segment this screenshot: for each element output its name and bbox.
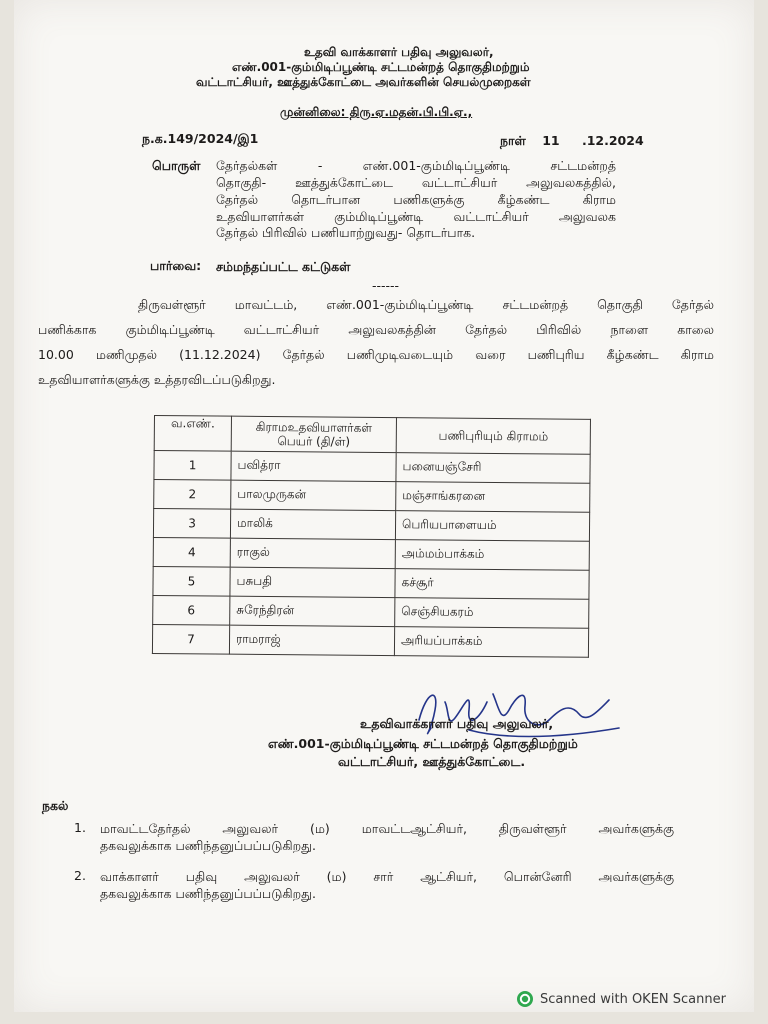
copy-number: 1. — [74, 820, 86, 835]
assistant-table — [152, 415, 591, 658]
subject-line: தேர்தல் தொடர்பான பணிகளுக்கு கீழ்கண்ட கிராம — [216, 192, 616, 207]
copy-label: நகல் — [42, 798, 69, 813]
header-name: கிராமஉதவியாளர்கள் பெயர் (தி/ள்) — [231, 416, 396, 452]
divider-dashes: ------ — [372, 278, 400, 293]
presence-line: முன்னிலை: திரு.ஏ.மதன்.பி.பி.ஏ., — [280, 105, 473, 119]
table-row — [154, 451, 590, 484]
table-row — [152, 624, 588, 657]
copy-list — [74, 820, 674, 916]
paragraph-line: 10.00 மணிமுதல் (11.12.2024) தேர்தல் பணிமுடிவடையும் வரை பணிபுரிய கீழ்கண்ட கிராம — [38, 347, 714, 362]
oken-scanner-icon — [516, 990, 534, 1008]
copy-number: 2. — [74, 868, 86, 883]
serial-cell: 2 — [154, 480, 231, 510]
subject-text — [216, 157, 616, 241]
name-cell: ராகுல் — [230, 538, 395, 568]
copy-line: மாவட்டதேர்தல் அலுவலர் (ம) மாவட்டஆட்சியர், திருவள்ளூர் அவர்களுக்கு — [100, 821, 674, 836]
header-village: பணிபுரியும் கிராமம் — [396, 418, 590, 455]
village-cell: பெரியபாளையம் — [395, 511, 589, 542]
subject-line: தேர்தல்கள் - எண்.001-கும்மிடிப்பூண்டி சட்டமன்றத் — [216, 158, 616, 173]
village-cell: அம்மம்பாக்கம் — [395, 540, 589, 571]
header-constituency: எண்.001-கும்மிடிப்பூண்டி சட்டமன்றத் தொகுதிமற்றும் — [232, 60, 530, 74]
village-cell: செஞ்சியகரம் — [395, 598, 589, 629]
village-cell: பனையஞ்சேரி — [396, 453, 590, 484]
paragraph-line: உதவியாளர்களுக்கு உத்தரவிடப்படுகிறது. — [38, 372, 276, 387]
table-row — [153, 595, 589, 628]
date-line — [500, 133, 644, 149]
name-cell: பவித்ரா — [231, 451, 396, 481]
subject-label: பொருள் — [152, 158, 201, 173]
village-cell: அரியப்பாக்கம் — [394, 627, 588, 658]
signatory-office: வட்டாட்சியர், ஊத்துக்கோட்டை. — [338, 754, 526, 769]
body-paragraph — [38, 292, 714, 392]
name-cell: சுரேந்திரன் — [230, 596, 395, 626]
document-page — [14, 0, 754, 1012]
header-proceedings: வட்டாட்சியர், ஊத்துக்கோட்டை அவர்களின் செயல்முறைகள் — [196, 75, 531, 89]
table-header-row — [154, 416, 590, 455]
paragraph-line: திருவள்ளூர் மாவட்டம், எண்.001-கும்மிடிப்பூண்டி சட்டமன்றத் தொகுதி தேர்தல் — [138, 297, 714, 312]
date-label: நாள் — [500, 133, 526, 148]
signatory-constituency: எண்.001-கும்மிடிப்பூண்டி சட்டமன்றத் தொகுதிமற்றும் — [268, 736, 578, 751]
subject-line: தொகுதி- ஊத்துக்கோட்டை வட்டாட்சியர் அலுவலகத்தில், — [216, 175, 616, 190]
table-row — [153, 509, 589, 542]
table-row — [153, 537, 589, 570]
copy-line: தகவலுக்காக பணிந்தனுப்பப்படுகிறது. — [100, 838, 316, 853]
reference-number: ந.க.149/2024/இ1 — [142, 131, 259, 146]
subject-line: உதவியாளர்கள் கும்மிடிப்பூண்டி வட்டாட்சியர் அலுவலக — [216, 209, 616, 224]
copy-text — [100, 868, 674, 902]
list-item — [74, 868, 674, 902]
header-serial: வ.எண். — [154, 416, 231, 452]
name-cell: ராமராஜ் — [229, 625, 394, 655]
village-cell: கச்சூர் — [395, 569, 589, 600]
name-cell: பாலமுருகன் — [231, 480, 396, 510]
paragraph-line: பணிக்காக கும்மிடிப்பூண்டி வட்டாட்சியர் அலுவலகத்தின் தேர்தல் பிரிவில் நாளை காலை — [38, 322, 714, 337]
serial-cell: 7 — [152, 624, 229, 654]
table-row — [154, 480, 590, 513]
subject-line: தேர்தல் பிரிவில் பணியாற்றுவது- தொடர்பாக. — [216, 225, 476, 240]
date-day: 11 — [542, 133, 560, 148]
copy-line: வாக்காளர் பதிவு அலுவலர் (ம) சார் ஆட்சியர், பொன்னேரி அவர்களுக்கு — [100, 869, 674, 884]
copy-text — [100, 820, 674, 854]
serial-cell: 4 — [153, 537, 230, 567]
list-item — [74, 820, 674, 854]
copy-line: தகவலுக்காக பணிந்தனுப்பப்படுகிறது. — [100, 886, 316, 901]
serial-cell: 1 — [154, 451, 231, 481]
serial-cell: 6 — [153, 595, 230, 625]
reference-text: சம்மந்தப்பட்ட கட்டுகள் — [216, 259, 351, 274]
name-cell: மாலிக் — [230, 509, 395, 539]
scanner-watermark — [516, 990, 726, 1008]
signatory-title: உதவிவாக்காளர் பதிவு அலுவலர், — [360, 716, 554, 731]
name-cell: பசுபதி — [230, 567, 395, 597]
reference-label: பார்வை: — [150, 258, 202, 273]
date-month-year: .12.2024 — [581, 133, 644, 148]
village-cell: மஞ்சாங்கரனை — [396, 482, 590, 513]
serial-cell: 3 — [153, 509, 230, 539]
table-row — [153, 566, 589, 599]
serial-cell: 5 — [153, 566, 230, 596]
header-office: உதவி வாக்காளர் பதிவு அலுவலர், — [304, 45, 494, 59]
watermark-text: Scanned with OKEN Scanner — [540, 991, 726, 1007]
